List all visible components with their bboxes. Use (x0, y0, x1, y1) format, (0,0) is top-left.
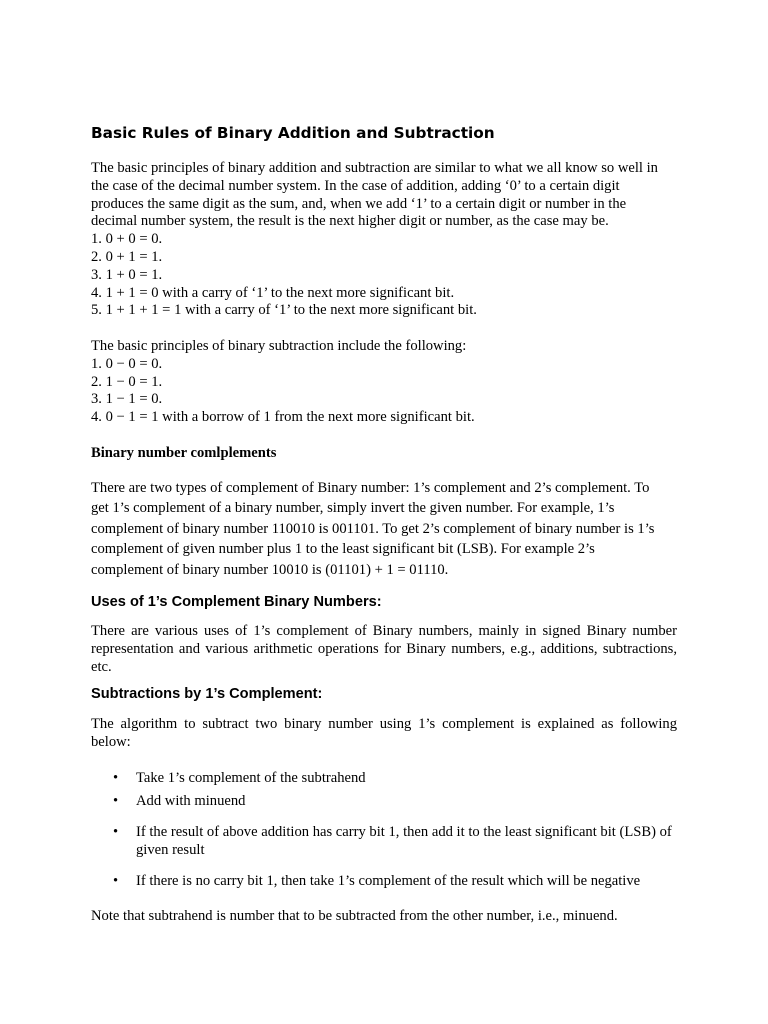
complements-heading: Binary number comlplements (91, 445, 277, 461)
addition-rule: 2. 0 + 1 = 1. (91, 248, 163, 265)
subtractions-heading: Subtractions by 1’s Complement: (91, 686, 323, 702)
list-item (113, 793, 677, 811)
complements-paragraph (91, 478, 677, 580)
list-item-text: Take 1’s complement of the subtrahend (136, 770, 366, 786)
list-item (113, 770, 677, 788)
list-item-text: If the result of above addition has carry bit 1, then add it to the least significant bit (LSB) of given result (136, 824, 672, 858)
intro-line: produces the same digit as the sum, and, when we add ‘1’ to a certain digit or number in the (91, 195, 627, 212)
intro-line: The basic principles of binary addition and subtraction are similar to what we all know so well in (91, 160, 658, 176)
subtraction-rule: 2. 1 − 0 = 1. (91, 373, 163, 390)
complements-line: get 1’s complement of a binary number, simply invert the given number. For example, 1’s (91, 500, 615, 517)
bullet-icon: • (113, 824, 119, 840)
intro-line: the case of the decimal number system. In the case of addition, adding ‘0’ to a certain digit (91, 177, 620, 194)
subtraction-intro: The basic principles of binary subtraction include the following: (91, 338, 467, 354)
complements-line: complement of binary number 110010 is 001101. To get 2’s complement of binary number is 1’s (91, 520, 655, 537)
uses-heading: Uses of 1’s Complement Binary Numbers: (91, 594, 382, 610)
complements-line: There are two types of complement of Binary number: 1’s complement and 2’s complement. To (91, 480, 650, 496)
note-paragraph: Note that subtrahend is number that to be subtracted from the other number, i.e., minuend. (91, 908, 618, 924)
list-item-text: Add with minuend (136, 793, 246, 809)
subtraction-rule: 3. 1 − 1 = 0. (91, 391, 163, 408)
uses-paragraph: There are various uses of 1’s complement of Binary numbers, mainly in signed Binary number representation and various arithmetic operations for Binary numbers, e.g., additions, subtractions, etc. (91, 623, 677, 675)
addition-section (91, 160, 677, 320)
bullet-icon: • (113, 770, 119, 786)
addition-rule: 5. 1 + 1 + 1 = 1 with a carry of ‘1’ to the next more significant bit. (91, 302, 477, 319)
addition-rule: 3. 1 + 0 = 1. (91, 266, 163, 283)
intro-line: decimal number system, the result is the next higher digit or number, as the case may be. (91, 213, 609, 230)
bullet-icon: • (113, 793, 119, 809)
bullet-icon: • (113, 873, 119, 889)
list-item (113, 873, 677, 891)
subtraction-section (91, 338, 677, 427)
subtraction-rule: 4. 0 − 1 = 1 with a borrow of 1 from the next more significant bit. (91, 409, 475, 426)
list-item-text: If there is no carry bit 1, then take 1’s complement of the result which will be negative (136, 873, 641, 889)
list-item (113, 824, 677, 860)
complements-line: complement of binary number 10010 is (01101) + 1 = 01110. (91, 561, 449, 578)
main-heading: Basic Rules of Binary Addition and Subtraction (91, 124, 495, 142)
subtraction-rule: 1. 0 − 0 = 0. (91, 355, 163, 372)
addition-rule: 4. 1 + 1 = 0 with a carry of ‘1’ to the next more significant bit. (91, 284, 455, 301)
addition-rule: 1. 0 + 0 = 0. (91, 231, 163, 248)
algorithm-paragraph: The algorithm to subtract two binary number using 1’s complement is explained as following below: (91, 716, 677, 750)
complements-line: complement of given number plus 1 to the least significant bit (LSB). For example 2’s (91, 541, 595, 558)
